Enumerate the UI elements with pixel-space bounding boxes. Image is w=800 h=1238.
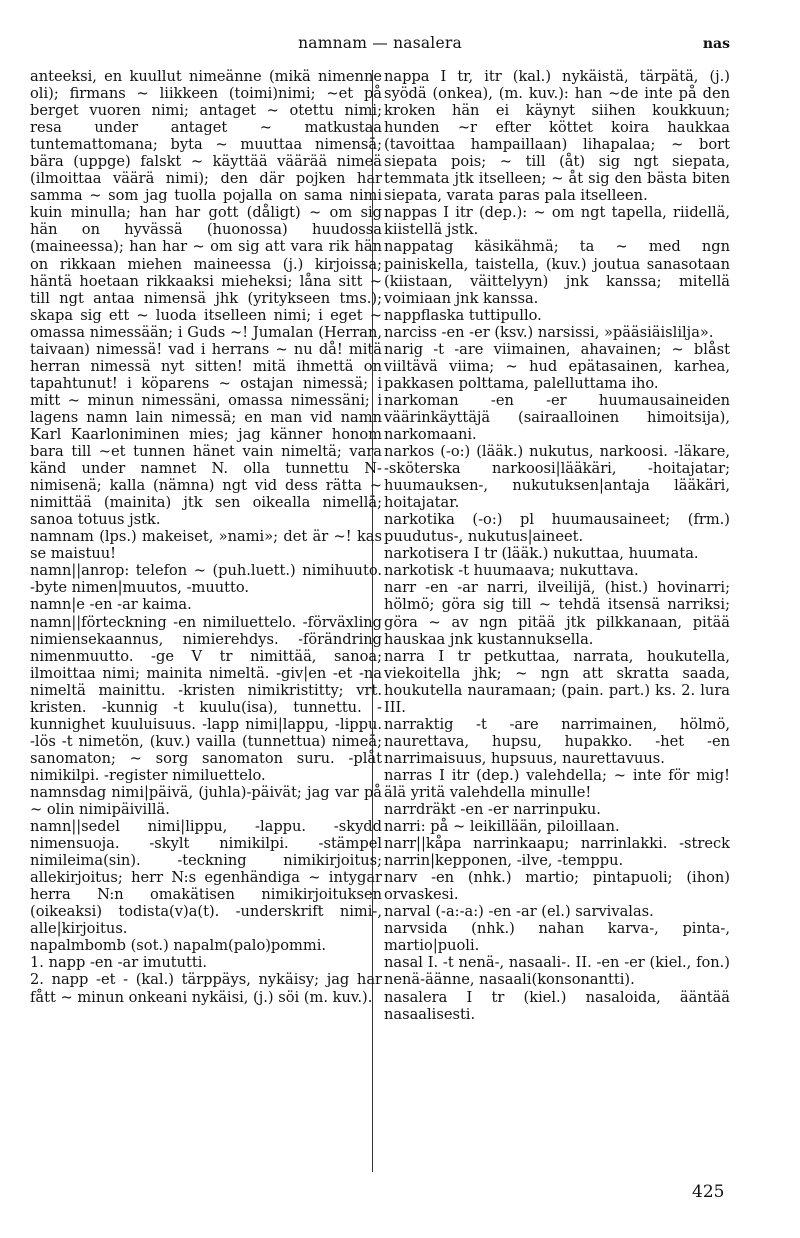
dictionary-entry: 2. napp -et - (kal.) tärppäys, nykäisy; jag har fått ~ minun onkeani nykäisi, (j.) söi (m. kuv.). bbox=[30, 971, 382, 1006]
page-number: 425 bbox=[692, 1182, 725, 1202]
dictionary-entry: narri: på ~ leikillään, piloillaan. bbox=[384, 818, 620, 836]
dictionary-entry: nasalera I tr (kiel.) nasaloida, ääntää nasaalisesti. bbox=[384, 988, 730, 1023]
dictionary-entry: narraktig -t -are narrimainen, hölmö, naurettava, hupsu, hupakko. -het -en narrimaisuus, hupsuus, naurettavuus. bbox=[384, 715, 730, 767]
dictionary-entry: nappas I itr (dep.): ~ om ngt tapella, riidellä, kiistellä jstk. bbox=[384, 204, 730, 239]
page-header bbox=[30, 34, 730, 60]
dictionary-entry: narkotisera I tr (lääk.) nukuttaa, huumata. bbox=[384, 545, 699, 563]
dictionary-entry: namn|e -en -ar kaima. bbox=[30, 596, 192, 614]
dictionary-entry: narval (-a:-a:) -en -ar (el.) sarvivalas. bbox=[384, 903, 654, 921]
dictionary-entry: narr -en -ar narri, ilveilijä, (hist.) hovinarri; hölmö; göra sig till ~ tehdä itsensä narriksi; göra ~ av ngn pitää jtk pilkkanaan, pitää hauskaa jnk kustannuksella. bbox=[384, 579, 730, 648]
dictionary-entry: narciss -en -er (ksv.) narsissi, »pääsiäislilja». bbox=[384, 323, 714, 341]
dictionary-entry: namn||förteckning -en nimiluettelo. -förväxling nimiensekaannus, nimierehdys. -förändring nimenmuutto. -ge V tr nimittää, sanoa; ilmoittaa nimi; mainita nimeltä. -giv|en -et -na nimeltä mainittu. -kristen nimikristitty; vrt. kristen. -kunnig -t kuulu(isa), tunnettu. -kunnighet kuuluisuus. -lapp nimi|lappu, -lippu. -lös -t nimetön, (kuv.) vailla (tunnettua) nimeä; sanomaton; ~ sorg sanomaton suru. -plåt nimikilpi. -register nimiluettelo. bbox=[30, 613, 382, 784]
dictionary-entry: narkotika (-o:) pl huumausaineet; (frm.) puudutus-, nukutus|aineet. bbox=[384, 511, 730, 546]
dictionary-entry: narkos (-o:) (lääk.) nukutus, narkoosi. -läkare, -sköterska narkoosi|lääkäri, -hoitajatar; huumauksen-, nukutuksen|antaja lääkäri, hoitajatar. bbox=[384, 443, 730, 512]
dictionary-entry: namn||anrop: telefon ~ (puh.luett.) nimihuuto. -byte nimen|muutos, -muutto. bbox=[30, 562, 382, 597]
dictionary-entry: namn||sedel nimi|lippu, -lappu. -skydd nimensuoja. -skylt nimikilpi. -stämpel nimileima(sin). -teckning nimikirjoitus; allekirjoitus; herr N:s egenhändiga ~ intygar herra N:n omakätisen nimikirjoituksen (oikeaksi) todista(v)a(t). -underskrift nimi-, alle|kirjoitus. bbox=[30, 818, 382, 938]
dictionary-entry: narras I itr (dep.) valehdella; ~ inte för mig! älä yritä valehdella minulle! bbox=[384, 766, 730, 801]
dictionary-entry: narra I tr petkuttaa, narrata, houkutella, viekoitella jhk; ~ ngn att skratta saada, houkutella nauramaan; (pain. part.) ks. 2. lura III. bbox=[384, 647, 730, 716]
dictionary-entry: namnsdag nimi|päivä, (juhla)-päivät; jag var på ~ olin nimipäivillä. bbox=[30, 783, 382, 819]
dictionary-entry: 1. napp -en -ar imututti. bbox=[30, 954, 208, 972]
dictionary-entry: namnam (lps.) makeiset, »nami»; det är ~! kas se maistuu! bbox=[30, 528, 382, 563]
dictionary-entry: nappa I tr, itr (kal.) nykäistä, tärpätä, (j.) syödä (onkea), (m. kuv.): han ~de inte på den kroken hän ei käynyt siihen koukkuun; hunden ~r efter köttet koira haukkaa (tavoittaa hampaillaan) lihapalaa; ~ bort siepata pois; ~ till (åt) sig ngt siepata, temmata jtk itselleen; ~ åt sig den bästa biten siepata, varata paras pala itselleen. bbox=[384, 68, 730, 205]
dictionary-entry: narkoman -en -er huumausaineiden väärinkäyttäjä (sairaalloinen himoitsija), narkomaani. bbox=[384, 391, 730, 443]
dictionary-entry: narvsida (nhk.) nahan karva-, pinta-, martio|puoli. bbox=[384, 920, 730, 955]
dictionary-entry: narkotisk -t huumaava; nukuttava. bbox=[384, 562, 639, 580]
dictionary-entry: napalmbomb (sot.) napalm(palo)pommi. bbox=[30, 937, 327, 955]
dictionary-entry: nappflaska tuttipullo. bbox=[384, 306, 542, 324]
left-column bbox=[30, 68, 382, 1006]
dictionary-entry: anteeksi, en kuullut nimeänne (mikä nimenne oli); firmans ~ liikkeen (toimi)nimi; ~et på berget vuoren nimi; antaget ~ otettu nimi; resa under antaget ~ matkustaa tuntemattomana; byta ~ muuttaa nimensä; bära (uppge) falskt ~ käyttää väärää nimeä (ilmoittaa väärä nimi); den där pojken har samma ~ som jag tuolla pojalla on sama nimi kuin minulla; han har gott (dåligt) ~ om sig hän on hyvässä (huonossa) huudossa (maineessa); han har ~ om sig att vara rik hän on rikkaan miehen maineessa (j.) kirjoissa; häntä hoetaan rikkaaksi mieheksi; låna sitt ~ till ngt antaa nimensä jhk (yritykseen tms.); skapa sig ett ~ luoda itselleen nimi; i eget ~ omassa nimessään; i Guds ~! Jumalan (Herran, taivaan) nimessä! vad i herrans ~ nu då! mitä herran nimessä nyt sitten! mitä ihmettä on tapahtunut! i köparens ~ ostajan nimessä; i mitt ~ minun nimessäni, omassa nimessäni; i lagens namn lain nimessä; en man vid namn Karl Kaarloniminen mies; jag känner honom bara till ~et tunnen hänet vain nimeltä; vara känd under namnet N. olla tunnettu N-nimisenä; kalla (nämna) ngt vid dess rätta ~ nimittää (mainita) jtk sen oikealla nimellä; sanoa totuus jstk. bbox=[30, 68, 382, 529]
guide-word: nas bbox=[702, 36, 730, 52]
dictionary-entry: nasal I. -t nenä-, nasaali-. II. -en -er (kiel., fon.) nenä-äänne, nasaali(konsonantti). bbox=[384, 954, 730, 989]
dictionary-entry: narrdräkt -en -er narrinpuku. bbox=[384, 801, 601, 819]
right-column bbox=[384, 68, 730, 1023]
dictionary-entry: narig -t -are viimainen, ahavainen; ~ blåst viiltävä viima; ~ hud epätasainen, karhea, pakkasen polttama, palelluttama iho. bbox=[384, 340, 730, 392]
dictionary-entry: narr||kåpa narrinkaapu; narrinlakki. -streck narrin|kepponen, -ilve, -temppu. bbox=[384, 835, 730, 870]
dictionary-entry: nappatag käsikähmä; ta ~ med ngn painiskella, taistella, (kuv.) joutua sanasotaan (kiistaan, väittelyyn) jnk kanssa; mitellä voimiaan jnk kanssa. bbox=[384, 238, 730, 307]
dictionary-entry: narv -en (nhk.) martio; pintapuoli; (ihon) orvaskesi. bbox=[384, 869, 730, 904]
running-head: namnam — nasalera bbox=[298, 34, 462, 52]
